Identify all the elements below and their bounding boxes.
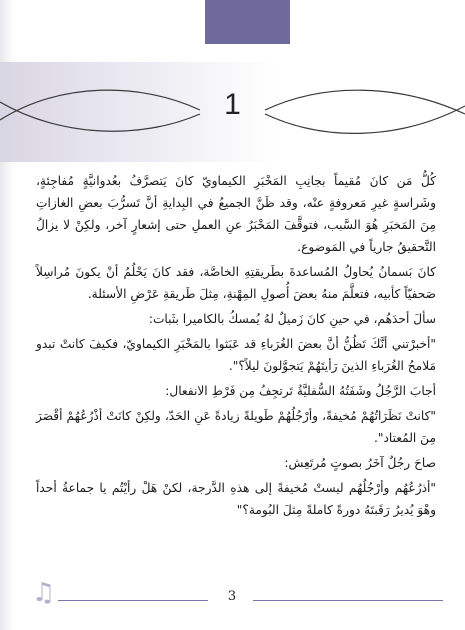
paragraph: سألَ أحدَهُم، في حينِ كانَ زَميلٌ لهُ يُمسكُ بالكاميرا بثَبات:: [148, 312, 436, 326]
paragraph: صاحَ رجُلٌ آخَرُ بصوتٍ مُرتَعِش:: [284, 456, 436, 470]
paragraph: "أذرُعُهُم وأرْجُلُهُم ليستْ مُخيفةً إلى هذهِ الدَّرجة، لكنْ هَلْ رأيْتُم يا جماعةُ أحداً وهْوَ يُديرُ رَقَبتَهُ دورةً كاملةً مِثلَ البُومة؟": [36, 481, 436, 517]
page-number: 3: [227, 589, 237, 604]
paragraph: كانَ بَسمانُ يُحاولُ المُساعدةَ بطَريقتِهِ الخاصَّة، فقد كانَ يَحْلُمُ أنْ يكونَ مُراسِلاً صَحفيّاً كأبيه، فتعلَّمَ منهُ بعضَ أُصولِ المِهْنةِ، مِثلَ طَريقةِ عَرْضِ الأسئلة.: [36, 265, 436, 301]
paragraph: "كانتْ نَظَرَاتُهُمْ مُخيفةً، وأرْجُلُهُمْ طَويلةً زيادةً عَنِ الحَدّ، ولكِنْ كانَتْ أذْرُعُهُمْ أقْصَرَ مِنَ المُعتاد".: [36, 409, 436, 445]
paragraph: كُلُّ مَن كانَ مُقيماً بجانِبِ المَخْبَرِ الكيماويّ كانَ يَتصرَّفُ بعُدوانيَّةٍ مُفاجِئةٍ، وشَراسةٍ غيرِ مَعروفةٍ عنْه، وقد ظَنَّ الجميعُ في البِدايةِ أنَّ تَسرُّبَ بعضِ الغازاتِ مِنَ المَخبَرِ هُوَ السَّبب، فتوقَّفَ المَخْبَرُ عنِ العملِ حتى إشعارٍ آخر، ولكِنْ لا يزالُ التَّحقيقُ جارياً في المَوضوع.: [36, 174, 436, 254]
footer-rule-right: [253, 600, 443, 601]
footer-rule-left: [58, 600, 208, 601]
chapter-tab-marker: [205, 0, 290, 44]
paragraph: "أخبرْتني أنَّكَ تَظُنُّ أنَّ بعضَ الغُرَباءِ قد عَبَثوا بالمَخْبَرِ الكيماويّ، فكيفَ كانتْ تبدو مَلامحُ الغُرَباءِ الذينَ رَأيتَهُمْ يَتجوَّلونَ ليلاً؟".: [36, 337, 436, 373]
paragraph: أجابَ الرَّجُلُ وشَفَتُهُ السُّفليَّةُ تَرتجِفُ مِن فَرْطِ الانفعال:: [165, 384, 436, 398]
chapter-number: 1: [224, 88, 241, 121]
chapter-text: [36, 170, 436, 524]
music-note-icon: ♫: [32, 578, 56, 608]
